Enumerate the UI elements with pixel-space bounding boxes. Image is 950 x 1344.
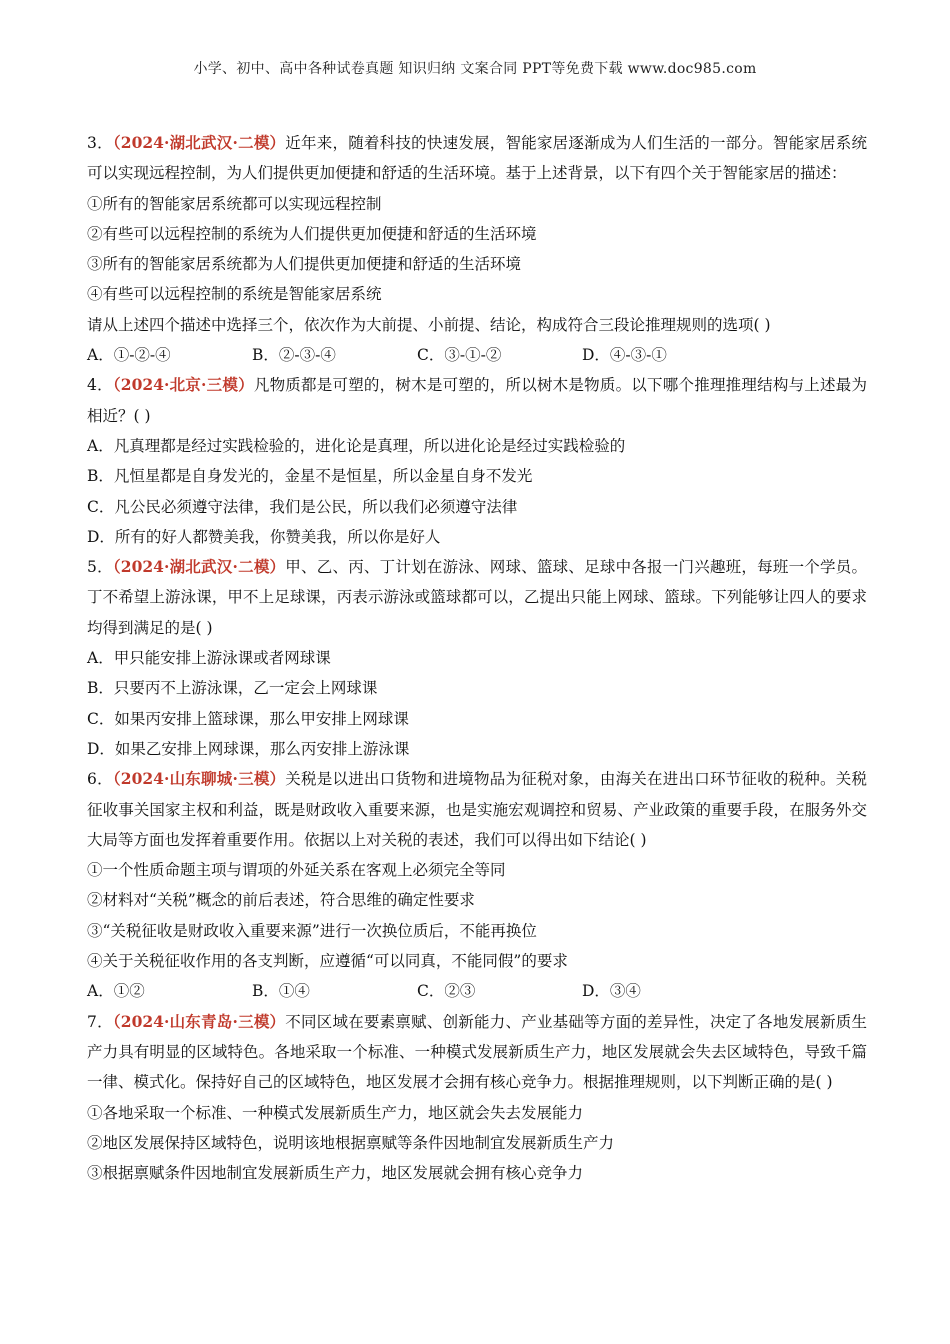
option-c: C．③-①-②	[417, 346, 502, 365]
question-number: 7．	[87, 1012, 113, 1031]
option-b: B．凡恒星都是自身发光的，金星不是恒星，所以金星自身不发光	[87, 467, 533, 486]
question-7-stem	[87, 1007, 867, 1098]
answer-options	[87, 340, 867, 370]
statement-item: ④有些可以远程控制的系统是智能家居系统	[87, 285, 382, 304]
question-5-stem	[87, 552, 867, 643]
statement-item: ③根据禀赋条件因地制宜发展新质生产力，地区发展就会拥有核心竞争力	[87, 1164, 584, 1183]
question-list	[87, 128, 867, 1188]
question-source: （2024·湖北武汉·二模）	[112, 133, 286, 152]
question-text: 不同区域在要素禀赋、创新能力、产业基础等方面的差异性，决定了各地发展新质生产力具有明显的区域特色。各地采取一个标准、一种模式发展新质生产力，地区发展就会失去区域特色，导致千篇一律、模式化。保持好自己的区域特色，地区发展才会拥有核心竞争力。根据推理规则，以下判断正确的是( )	[87, 1012, 867, 1092]
question-text: 凡物质都是可塑的，树木是可塑的，所以树木是物质。以下哪个推理推理结构与上述最为相近？( )	[87, 376, 867, 425]
option-d: D．③④	[582, 982, 641, 1001]
statement-item: ②材料对“关税”概念的前后表述，符合思维的确定性要求	[87, 891, 475, 910]
question-source: （2024·北京·三模）	[112, 375, 254, 395]
option-c: C．凡公民必须遵守法律，我们是公民，所以我们必须遵守法律	[87, 497, 518, 516]
option-a: A．凡真理都是经过实践检验的，进化论是真理，所以进化论是经过实践检验的	[87, 436, 626, 455]
question-text: 近年来，随着科技的快速发展，智能家居逐渐成为人们生活的一部分。智能家居系统可以实现远程控制，为人们提供更加便捷和舒适的生活环境。基于上述背景，以下有四个关于智能家居的描述：	[87, 134, 867, 183]
statement-item: ①所有的智能家居系统都可以实现远程控制	[87, 194, 382, 213]
question-number: 5．	[87, 558, 113, 577]
question-number: 6．	[87, 770, 113, 789]
statement-item: ①一个性质命题主项与谓项的外延关系在客观上必须完全等同	[87, 861, 506, 880]
question-source: （2024·湖北武汉·二模）	[112, 557, 286, 577]
option-b: B．①④	[252, 982, 310, 1001]
question-source: （2024·山东聊城·三模）	[112, 769, 286, 789]
answer-options	[87, 976, 867, 1006]
option-b: B．只要丙不上游泳课，乙一定会上网球课	[87, 679, 378, 698]
question-4-stem	[87, 370, 867, 431]
option-a: A．甲只能安排上游泳课或者网球课	[87, 649, 331, 668]
statement-item: ③所有的智能家居系统都为人们提供更加便捷和舒适的生活环境	[87, 255, 522, 274]
option-d: D．如果乙安排上网球课，那么丙安排上游泳课	[87, 739, 410, 758]
statement-item: ②地区发展保持区域特色，说明该地根据禀赋等条件因地制宜发展新质生产力	[87, 1133, 615, 1152]
option-c: C．②③	[417, 982, 476, 1001]
question-text: 关税是以进出口货物和进境物品为征税对象，由海关在进出口环节征收的税种。关税征收事关国家主权和利益，既是财政收入重要来源，也是实施宏观调控和贸易、产业政策的重要手段，在服务外交大局等方面也发挥着重要作用。依据以上对关税的表述，我们可以得出如下结论( )	[87, 770, 867, 849]
statement-item: ①各地采取一个标准、一种模式发展新质生产力，地区就会失去发展能力	[87, 1103, 584, 1122]
page-header: 小学、初中、高中各种试卷真题 知识归纳 文案合同 PPT等免费下载 www.doc985.com	[193, 61, 757, 77]
statement-item: ②有些可以远程控制的系统为人们提供更加便捷和舒适的生活环境	[87, 224, 537, 243]
question-6-stem	[87, 764, 867, 855]
question-number: 4．	[87, 376, 113, 395]
question-prompt: 请从上述四个描述中选择三个，依次作为大前提、小前提、结论，构成符合三段论推理规则的选项( )	[87, 315, 771, 334]
option-d: D．所有的好人都赞美我，你赞美我，所以你是好人	[87, 527, 441, 546]
question-source: （2024·山东青岛·三模）	[112, 1011, 286, 1031]
question-number: 3．	[87, 134, 113, 152]
option-a: A．①-②-④	[87, 346, 171, 365]
statement-item: ④关于关税征收作用的各支判断，应遵循“可以同真，不能同假”的要求	[87, 952, 568, 971]
question-3-stem	[87, 128, 867, 189]
option-d: D．④-③-①	[582, 346, 667, 365]
question-text: 甲、乙、丙、丁计划在游泳、网球、篮球、足球中各报一门兴趣班，每班一个学员。丁不希望上游泳课，甲不上足球课，丙表示游泳或篮球都可以，乙提出只能上网球、篮球。下列能够让四人的要求均得到满足的是( )	[87, 558, 867, 637]
statement-item: ③“关税征收是财政收入重要来源”进行一次换位质后，不能再换位	[87, 921, 537, 940]
option-c: C．如果丙安排上篮球课，那么甲安排上网球课	[87, 709, 409, 728]
option-a: A．①②	[87, 982, 145, 1001]
option-b: B．②-③-④	[252, 346, 336, 365]
